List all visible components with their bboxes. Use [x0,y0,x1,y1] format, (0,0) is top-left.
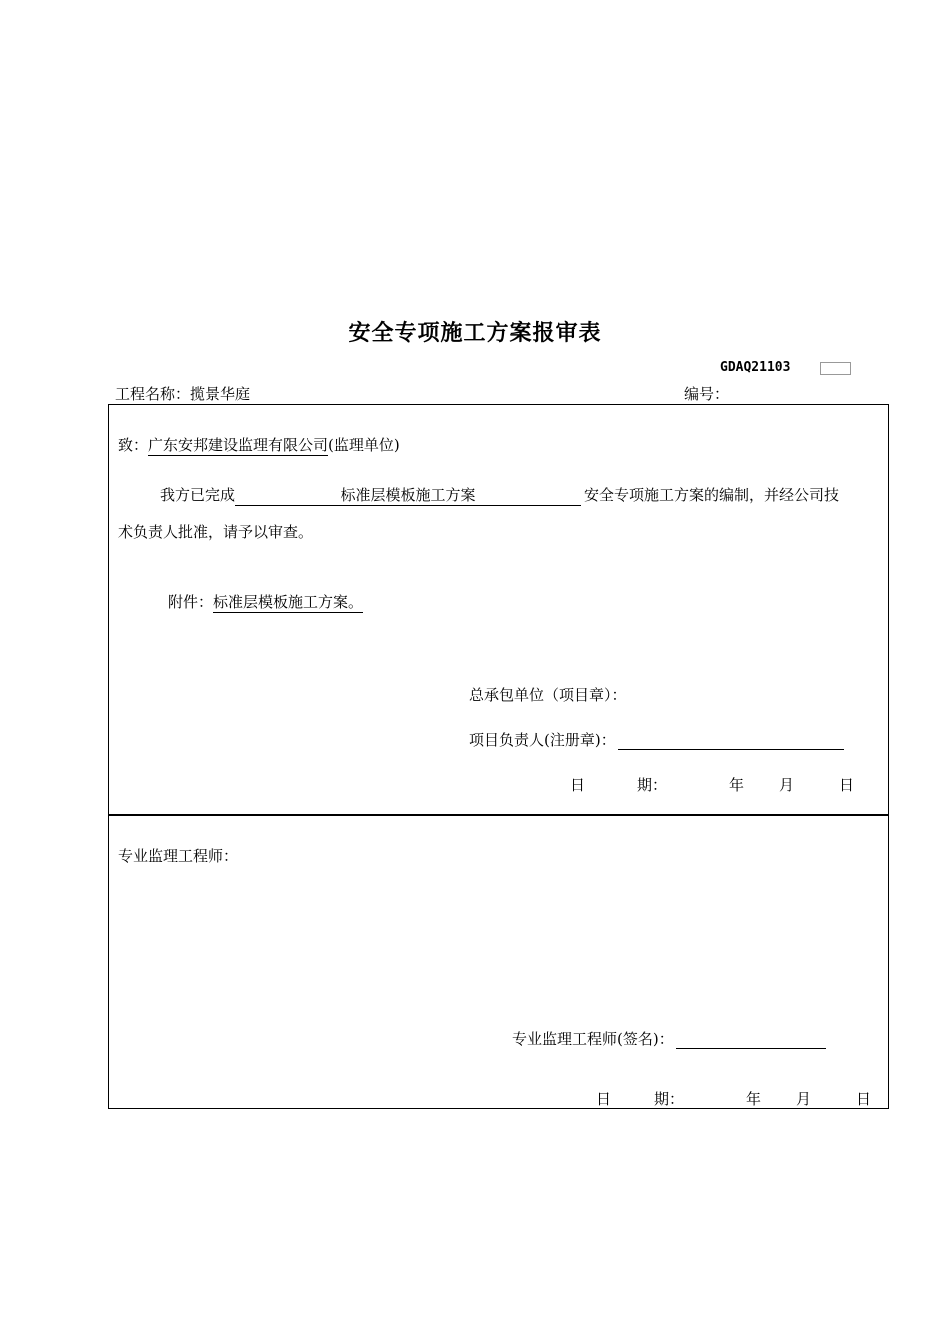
date-year-1: 年 [729,776,745,794]
date-month-2: 月 [796,1090,812,1108]
contractor-label: 总承包单位（项目章）： [469,686,627,704]
to-label: 致： [118,436,149,454]
supervisor-unit-suffix: (监理单位) [328,436,400,454]
attachment-value: 标准层模板施工方案。 [213,593,364,611]
body-prefix: 我方已完成 [160,486,236,504]
date-day-1: 日 [839,776,855,794]
form-code-box [820,362,851,375]
date-month-1: 月 [779,776,795,794]
form-code: GDAQ21103 [720,360,791,375]
signature-underline [676,1033,826,1049]
date-year-2: 年 [746,1090,762,1108]
manager-line [469,729,844,750]
date-qi-1: 期： [637,776,668,794]
manager-label: 项目负责人(注册章)： [469,731,616,749]
addressee-line [118,434,400,456]
plan-name: 标准层模板施工方案 [235,484,581,506]
date-ri-1: 日 [570,776,586,794]
project-name-row [115,383,250,404]
page-title: 安全专项施工方案报审表 [348,321,602,346]
signature-label: 专业监理工程师(签名)： [512,1030,674,1048]
date-ri-2: 日 [596,1090,612,1108]
date-qi-2: 期： [654,1090,685,1108]
body-line-2: 术负责人批准，请予以审查。 [118,523,314,541]
project-name-value: 揽景华庭 [190,385,251,403]
engineer-label: 专业监理工程师： [118,847,239,865]
number-label: 编号： [684,385,730,403]
manager-signature-line [618,734,844,750]
attachment-label: 附件： [168,593,214,611]
project-name-label: 工程名称： [115,385,191,403]
engineer-signature-line [512,1028,826,1049]
date-day-2: 日 [856,1090,872,1108]
attachment-line [168,591,363,613]
body-line-1 [160,484,839,506]
body-suffix: 安全专项施工方案的编制，并经公司技 [584,486,840,504]
supervisor-company: 广东安邦建设监理有限公司 [148,436,329,454]
